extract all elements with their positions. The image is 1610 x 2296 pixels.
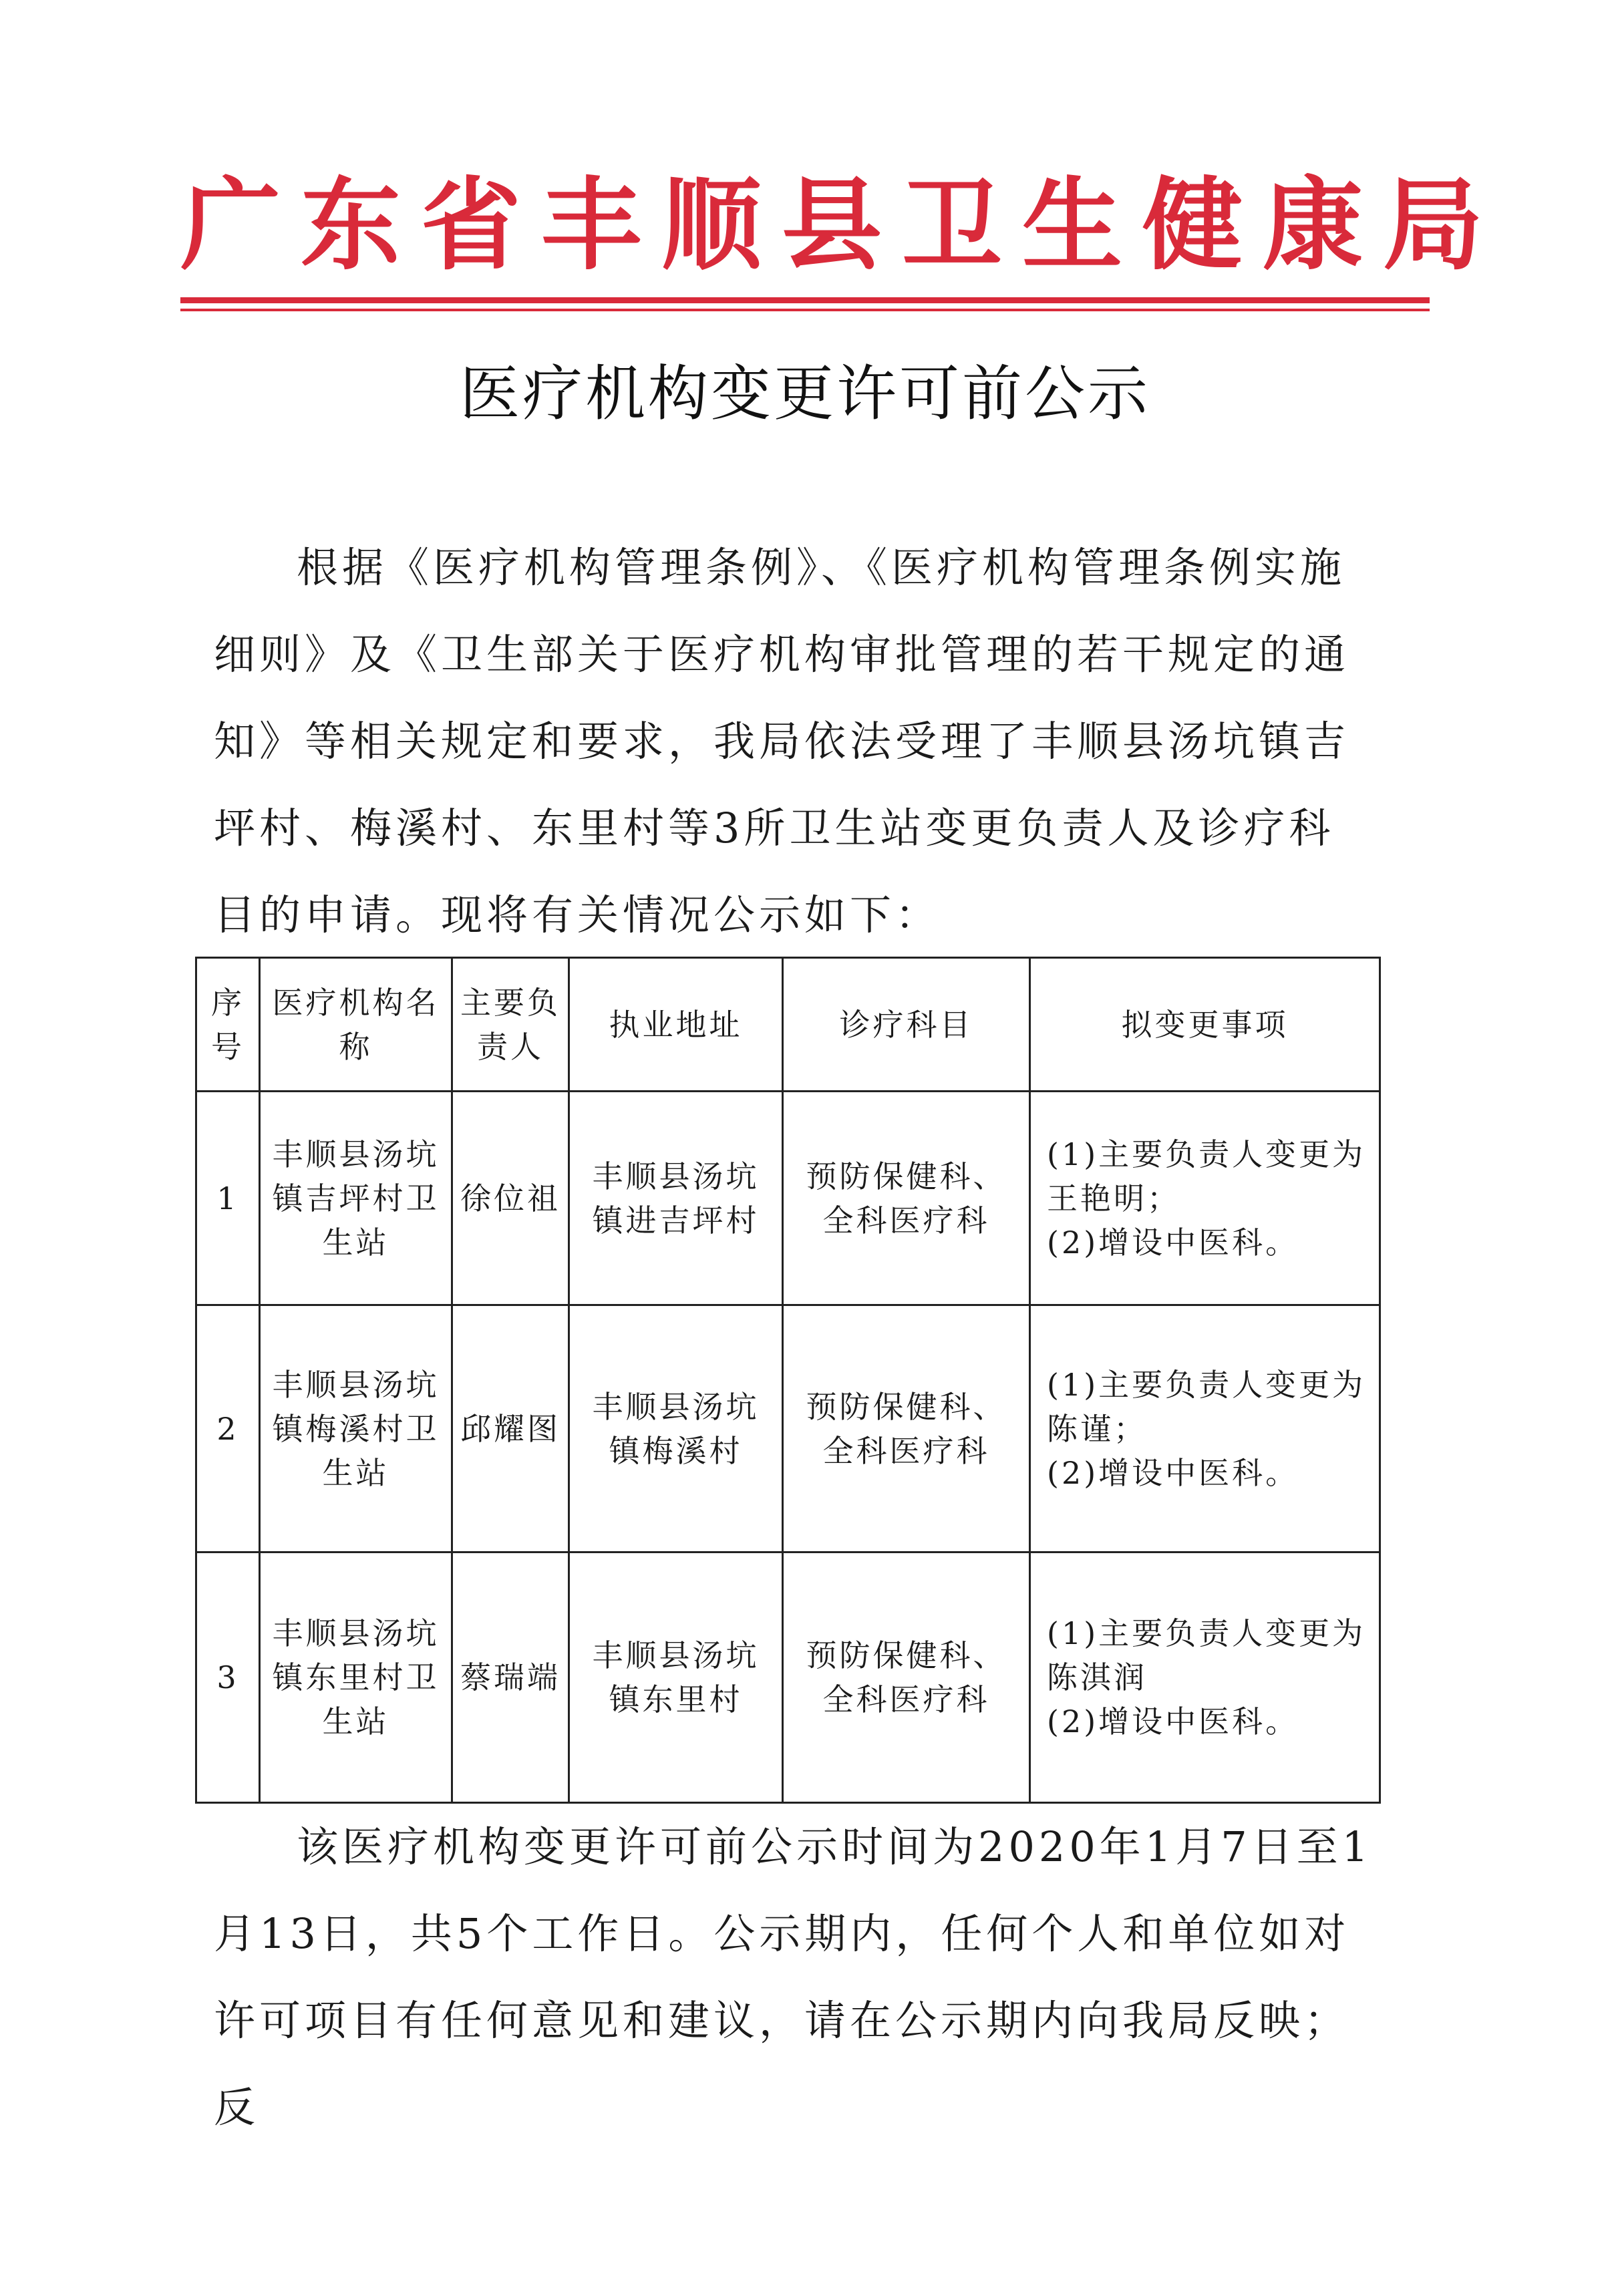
change-item-1: (1)主要负责人变更为陈谨； <box>1047 1366 1366 1447</box>
letterhead-divider-thin <box>180 309 1430 311</box>
table-header-row <box>196 958 1380 1092</box>
closing-paragraph: 该医疗机构变更许可前公示时间为2020年1月7日至1月13日，共5个工作日。公示期内，任何个人和单位如对许可项目有任何意见和建议，请在公示期内向我局反映；反 <box>214 1822 1373 2132</box>
cell-address: 丰顺县汤坑镇进吉坪村 <box>569 1092 783 1305</box>
change-item-1: (1)主要负责人变更为王艳明； <box>1047 1136 1366 1216</box>
letterhead-divider-thick <box>180 297 1430 303</box>
cell-address: 丰顺县汤坑镇梅溪村 <box>569 1305 783 1552</box>
header-responsible-person: 主要负责人 <box>452 958 569 1092</box>
cell-subjects: 预防保健科、全科医疗科 <box>783 1552 1030 1803</box>
cell-seq: 1 <box>196 1092 260 1305</box>
cell-institution-name: 丰顺县汤坑镇东里村卫生站 <box>260 1552 452 1803</box>
change-item-2: (2)增设中医科。 <box>1047 1703 1299 1740</box>
change-item-1: (1)主要负责人变更为陈淇润 <box>1047 1615 1366 1695</box>
cell-changes <box>1030 1305 1380 1552</box>
header-institution-name: 医疗机构名称 <box>260 958 452 1092</box>
cell-changes <box>1030 1552 1380 1803</box>
change-item-2: (2)增设中医科。 <box>1047 1224 1299 1261</box>
change-item-2: (2)增设中医科。 <box>1047 1454 1299 1491</box>
cell-institution-name: 丰顺县汤坑镇梅溪村卫生站 <box>260 1305 452 1552</box>
cell-changes <box>1030 1092 1380 1305</box>
cell-institution-name: 丰顺县汤坑镇吉坪村卫生站 <box>260 1092 452 1305</box>
cell-subjects: 预防保健科、全科医疗科 <box>783 1092 1030 1305</box>
table-row <box>196 1305 1380 1552</box>
cell-seq: 2 <box>196 1305 260 1552</box>
intro-paragraph: 根据《医疗机构管理条例》、《医疗机构管理条例实施细则》及《卫生部关于医疗机构审批管理的若干规定的通知》等相关规定和要求，我局依法受理了丰顺县汤坑镇吉坪村、梅溪村、东里村等3所卫生站变更负责人及诊疗科目的申请。现将有关情况公示如下： <box>214 543 1350 939</box>
header-address: 执业地址 <box>569 958 783 1092</box>
header-changes: 拟变更事项 <box>1030 958 1380 1092</box>
cell-seq: 3 <box>196 1552 260 1803</box>
cell-responsible-person: 蔡瑞端 <box>452 1552 569 1803</box>
table-row <box>196 1092 1380 1305</box>
header-subjects: 诊疗科目 <box>783 958 1030 1092</box>
notice-table <box>195 957 1381 1804</box>
cell-responsible-person: 徐位祖 <box>452 1092 569 1305</box>
cell-subjects: 预防保健科、全科医疗科 <box>783 1305 1030 1552</box>
cell-address: 丰顺县汤坑镇东里村 <box>569 1552 783 1803</box>
letterhead-title: 广东省丰顺县卫生健康局 <box>180 168 1504 284</box>
header-seq: 序号 <box>196 958 260 1092</box>
table-row <box>196 1552 1380 1803</box>
cell-responsible-person: 邱耀图 <box>452 1305 569 1552</box>
document-title: 医疗机构变更许可前公示 <box>460 359 1150 429</box>
